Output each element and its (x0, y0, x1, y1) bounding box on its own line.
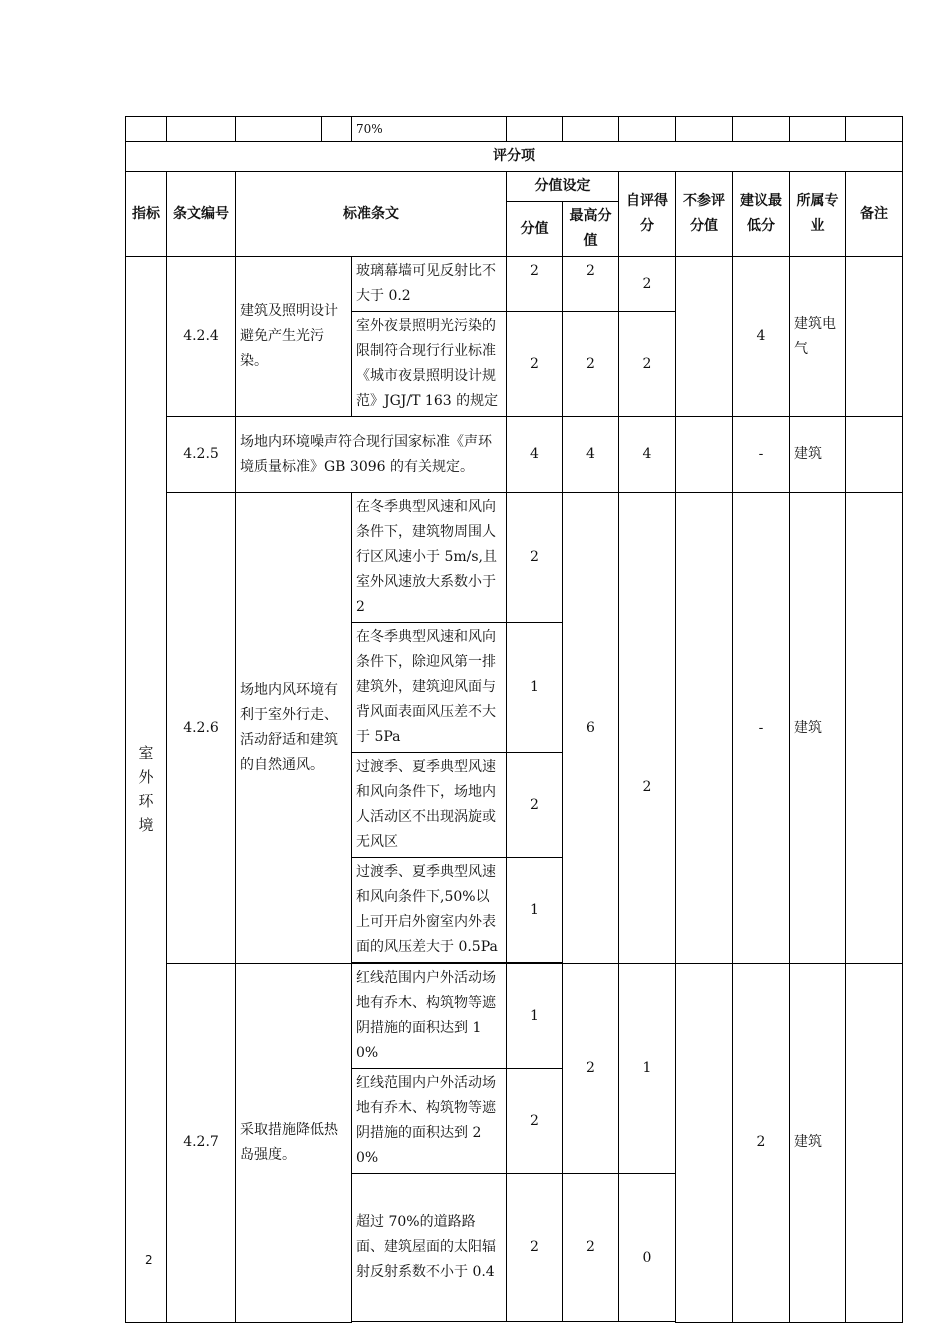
clause-no-4-2-6: 4.2.6 (167, 493, 236, 964)
suggested-min-4-2-5: - (733, 417, 790, 493)
table-row (126, 257, 903, 312)
header-clause-text: 标准条文 (236, 172, 507, 257)
table-row (126, 417, 903, 493)
header-clause-no: 条文编号 (167, 172, 236, 257)
header-self-score: 自评得分 (619, 172, 676, 257)
table-row (126, 493, 903, 623)
section-title: 评分项 (126, 142, 903, 172)
item-score: 1 (507, 623, 563, 753)
not-scored-cell (676, 257, 733, 417)
item-score: 2 (507, 257, 563, 312)
item-score: 2 (507, 1174, 563, 1322)
category-label: 室外环境 (138, 744, 154, 835)
page-number: 2 (145, 1253, 153, 1267)
header-max-score: 最高分值 (563, 202, 619, 257)
header-indicator: 指标 (126, 172, 167, 257)
item-self: 2 (619, 312, 676, 417)
item-text: 红线范围内户外活动场地有乔木、构筑物等遮阴措施的面积达到 20% (352, 1069, 507, 1174)
item-score: 4 (507, 417, 563, 493)
clause-title-4-2-4: 建筑及照明设计避免产生光污染。 (236, 257, 352, 417)
not-scored-cell (676, 417, 733, 493)
self-4-2-7-b: 0 (619, 1174, 676, 1322)
remark-cell (846, 257, 903, 417)
discipline-4-2-7: 建筑 (790, 964, 846, 1323)
discipline-4-2-5: 建筑 (790, 417, 846, 493)
item-score: 1 (507, 858, 563, 963)
max-4-2-6: 6 (563, 493, 619, 964)
header-not-scored: 不参评分值 (676, 172, 733, 257)
item-text: 过渡季、夏季典型风速和风向条件下,50%以上可开启外窗室内外表面的风压差大于 0.5Pa (352, 858, 507, 963)
suggested-min-4-2-6: - (733, 493, 790, 964)
item-score: 2 (507, 493, 563, 623)
header-suggested-min: 建议最低分 (733, 172, 790, 257)
scoring-table (125, 116, 903, 1323)
clause-no-4-2-5: 4.2.5 (167, 417, 236, 493)
item-text: 室外夜景照明光污染的限制符合现行行业标准《城市夜景照明设计规范》JGJ/T 163 的规定 (352, 312, 507, 417)
self-4-2-6: 2 (619, 493, 676, 964)
clause-no-4-2-7: 4.2.7 (167, 964, 236, 1323)
not-scored-cell (676, 964, 733, 1323)
item-text: 超过 70%的道路路面、建筑屋面的太阳辐射反射系数不小于 0.4 (352, 1174, 507, 1322)
item-max: 4 (563, 417, 619, 493)
item-self: 2 (619, 257, 676, 312)
header-discipline: 所属专业 (790, 172, 846, 257)
category-cell (126, 257, 167, 1323)
max-4-2-7-a: 2 (563, 964, 619, 1174)
item-score: 2 (507, 1069, 563, 1174)
remark-cell (846, 417, 903, 493)
item-score: 2 (507, 312, 563, 417)
carryover-row (126, 117, 903, 142)
clause-no-4-2-4: 4.2.4 (167, 257, 236, 417)
discipline-4-2-6: 建筑 (790, 493, 846, 964)
discipline-4-2-4: 建筑电气 (790, 257, 846, 417)
item-self: 4 (619, 417, 676, 493)
item-text: 玻璃幕墙可见反射比不大于 0.2 (352, 257, 507, 312)
clause-title-4-2-6: 场地内风环境有利于室外行走、活动舒适和建筑的自然通风。 (236, 493, 352, 964)
clause-title-4-2-7: 采取措施降低热岛强度。 (236, 964, 352, 1323)
header-score-setting: 分值设定 (507, 172, 619, 202)
item-max: 2 (563, 312, 619, 417)
not-scored-cell (676, 493, 733, 964)
remark-cell (846, 964, 903, 1323)
item-text: 红线范围内户外活动场地有乔木、构筑物等遮阴措施的面积达到 10% (352, 964, 507, 1069)
suggested-min-4-2-7: 2 (733, 964, 790, 1323)
remark-cell (846, 493, 903, 964)
table-row (126, 964, 903, 1069)
item-text: 在冬季典型风速和风向条件下，除迎风第一排建筑外，建筑迎风面与背风面表面风压差不大于 5Pa (352, 623, 507, 753)
max-4-2-7-b: 2 (563, 1174, 619, 1322)
header-score: 分值 (507, 202, 563, 257)
suggested-min-4-2-4: 4 (733, 257, 790, 417)
header-remark: 备注 (846, 172, 903, 257)
carryover-text: 70% (352, 117, 507, 142)
item-score: 1 (507, 964, 563, 1069)
item-text: 在冬季典型风速和风向条件下，建筑物周围人行区风速小于 5m/s,且室外风速放大系数小于 2 (352, 493, 507, 623)
self-4-2-7-a: 1 (619, 964, 676, 1174)
header-row (126, 172, 903, 202)
clause-text-4-2-5: 场地内环境噪声符合现行国家标准《声环境质量标准》GB 3096 的有关规定。 (236, 417, 507, 493)
item-score: 2 (507, 753, 563, 858)
item-max: 2 (563, 257, 619, 312)
item-text: 过渡季、夏季典型风速和风向条件下，场地内人活动区不出现涡旋或无风区 (352, 753, 507, 858)
